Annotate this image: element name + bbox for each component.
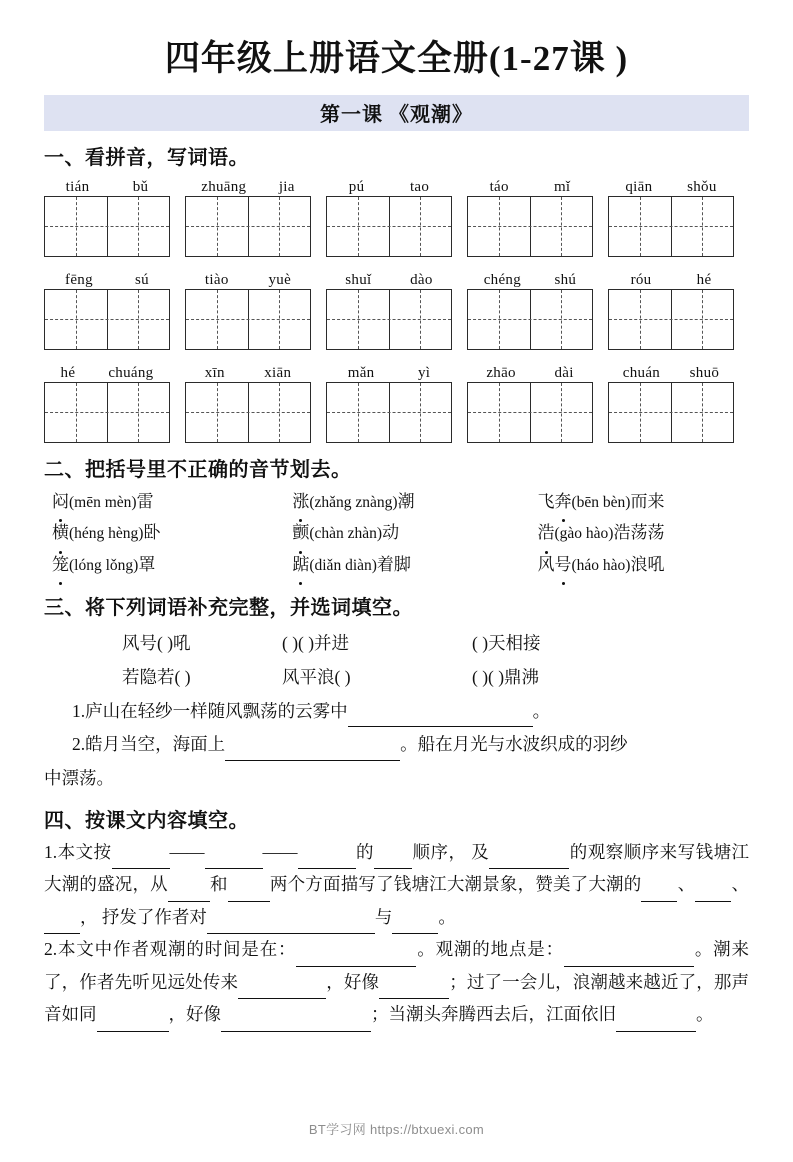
tianzige-cell[interactable] (45, 290, 107, 349)
idiom-blank[interactable]: 风平浪( ) (282, 666, 351, 687)
tianzige-box[interactable] (185, 196, 311, 257)
answer-blank[interactable] (225, 729, 400, 761)
pinyin-pair: pú tao (348, 178, 430, 195)
tianzige-box[interactable] (326, 196, 452, 257)
tianzige-box-row (44, 196, 749, 257)
q2-text: 2.本文中作者观潮的时间是在： (44, 939, 297, 960)
answer-blank[interactable] (641, 869, 677, 902)
answer-blank[interactable] (489, 837, 569, 870)
section-4-question-2 (44, 934, 749, 1032)
tianzige-cell[interactable] (327, 197, 389, 256)
pinyin-options[interactable]: (mēn mèn) (69, 493, 137, 511)
pinyin-strikeout-item[interactable]: 飞奔(bēn bèn)而来 (538, 486, 750, 518)
pinyin-pair: tiào yuè (204, 271, 292, 288)
tianzige-cell[interactable] (530, 197, 593, 256)
marked-char: 笼 (52, 549, 69, 580)
tianzige-cell[interactable] (389, 383, 452, 442)
marked-char: 颤 (292, 517, 309, 548)
tianzige-cell[interactable] (671, 290, 734, 349)
pinyin-options[interactable]: (chàn zhàn) (309, 525, 383, 543)
tianzige-box[interactable] (467, 196, 593, 257)
pinyin-strikeout-item[interactable]: 风号(háo hào)浪吼 (538, 549, 750, 581)
pinyin-options[interactable]: (zhǎng znàng) (309, 493, 398, 511)
q2-text: ；当潮头奔腾西去后，江面依旧 (371, 1004, 616, 1025)
site-brand: BT学习网 (308, 1122, 367, 1137)
q1-text: 与 (374, 906, 393, 927)
tianzige-cell[interactable] (327, 383, 389, 442)
lesson-title-band (44, 95, 749, 131)
answer-blank[interactable] (379, 967, 449, 1000)
q1-dash: —— (262, 841, 298, 862)
pinyin-options[interactable]: (diǎn diàn) (309, 556, 377, 574)
pinyin-strikeout-item[interactable]: 笼(lóng lǒng)罩 (52, 549, 292, 581)
q1-text: 顺序， (412, 841, 467, 862)
page-title: 四年级上册语文全册(1-27课 ) (164, 39, 629, 78)
pinyin-pair: shuǐ dào (345, 271, 433, 288)
answer-blank[interactable] (348, 696, 533, 728)
tianzige-cell[interactable] (107, 290, 170, 349)
answer-blank[interactable] (97, 999, 169, 1032)
answer-blank[interactable] (238, 967, 326, 1000)
tianzige-cell[interactable] (468, 197, 530, 256)
tianzige-cell[interactable] (468, 383, 530, 442)
idiom-row (44, 626, 749, 660)
fill-sentence-2 (44, 729, 749, 761)
section-4-heading: 四、按课文内容填空。 (44, 809, 249, 832)
q1-text: 。 (438, 906, 456, 927)
answer-blank[interactable] (228, 869, 270, 902)
answer-blank[interactable] (44, 902, 80, 935)
answer-blank[interactable] (205, 837, 263, 870)
tianzige-cell[interactable] (389, 290, 452, 349)
tianzige-cell[interactable] (530, 290, 593, 349)
idiom-blank[interactable]: 风号( )吼 (122, 632, 191, 653)
answer-blank[interactable] (296, 934, 416, 967)
tianzige-cell[interactable] (45, 383, 107, 442)
sentence-punct: 。 (532, 700, 551, 721)
tianzige-box[interactable] (608, 289, 734, 350)
answer-blank[interactable] (616, 999, 696, 1032)
q1-text: 的观察顺序来写钱塘江大潮的盛况，从 (44, 841, 750, 895)
section-4-question-1 (44, 837, 749, 935)
tianzige-box[interactable] (326, 289, 452, 350)
tianzige-box-row (44, 289, 749, 350)
q1-text: 两个方面描写了钱塘江大潮景象，赞美了大潮的 (269, 874, 642, 895)
q1-text: 和 (209, 874, 228, 895)
tianzige-cell[interactable] (248, 290, 311, 349)
tianzige-cell[interactable] (671, 383, 734, 442)
tianzige-box[interactable] (608, 382, 734, 443)
idiom-blank[interactable]: ( )( )鼎沸 (472, 666, 540, 687)
fill-sentence-1 (44, 696, 749, 728)
worksheet-page (0, 40, 793, 1162)
marked-char: 踮 (292, 549, 309, 580)
q2-text: ，好像 (168, 1004, 221, 1025)
tianzige-cell[interactable] (609, 383, 671, 442)
tianzige-cell[interactable] (609, 197, 671, 256)
answer-blank[interactable] (112, 837, 170, 870)
q1-text: 、 (677, 874, 696, 895)
tianzige-cell[interactable] (671, 197, 734, 256)
tianzige-cell[interactable] (45, 197, 107, 256)
tianzige-box[interactable] (326, 382, 452, 443)
q2-text: ；过了一会儿，浪潮越来越近了，那声音如同 (44, 971, 750, 1025)
lesson-title: 第一课 《观潮》 (320, 104, 473, 126)
answer-blank[interactable] (207, 902, 375, 935)
marked-char: 横 (52, 517, 69, 548)
pinyin-strikeout-table (52, 486, 749, 581)
tianzige-cell[interactable] (248, 383, 311, 442)
q2-text: 。 (696, 1004, 714, 1025)
tianzige-cell[interactable] (186, 383, 248, 442)
marked-char: 奔 (555, 486, 572, 517)
section-1-heading: 一、看拼音，写词语。 (44, 146, 249, 169)
pinyin-pair: mǎn yì (347, 364, 431, 381)
tianzige-row (44, 360, 749, 443)
sentence-text: 1.庐山在轻纱一样随风飘荡的云雾中 (72, 700, 348, 721)
site-url: https://btxuexi.com (369, 1122, 485, 1137)
answer-blank[interactable] (695, 869, 731, 902)
tianzige-box[interactable] (467, 382, 593, 443)
q1-text: 1.本文按 (44, 841, 112, 862)
answer-blank[interactable] (392, 902, 438, 935)
answer-blank[interactable] (564, 934, 694, 967)
idiom-row (44, 660, 749, 694)
pinyin-pair: chéng shú (483, 271, 577, 288)
tianzige-cell[interactable] (248, 197, 311, 256)
q1-text: 、 (731, 874, 750, 895)
pinyin-pair: zhuāng jia (201, 178, 295, 195)
q2-text: 。潮来了，作者先听见远处传来 (44, 939, 750, 992)
q1-text: 的 (355, 841, 375, 862)
pinyin-label-row (44, 360, 749, 382)
idiom-blank[interactable]: ( )天相接 (472, 632, 541, 653)
answer-blank[interactable] (221, 999, 371, 1032)
q1-text: 抒发了作者对 (101, 906, 207, 927)
tianzige-box[interactable] (185, 289, 311, 350)
pinyin-pair: tián bǔ (65, 178, 149, 195)
pinyin-pair: chuán shuō (622, 364, 720, 381)
marked-char: 浩 (538, 517, 555, 548)
tianzige-cell[interactable] (186, 197, 248, 256)
pinyin-pair: róu hé (630, 271, 712, 288)
pinyin-strikeout-item[interactable]: 踮(diǎn diàn)着脚 (292, 549, 537, 581)
q2-text: 。观潮的地点是： (416, 939, 564, 960)
tianzige-box[interactable] (185, 382, 311, 443)
tianzige-cell[interactable] (609, 290, 671, 349)
idiom-blank[interactable]: ( )( )并进 (282, 632, 350, 653)
tianzige-row (44, 267, 749, 350)
answer-blank[interactable] (374, 837, 412, 870)
section-3-heading: 三、将下列词语补充完整，并选词填空。 (44, 596, 413, 619)
marked-char: 号 (555, 549, 572, 580)
pinyin-pair: zhāo dài (486, 364, 574, 381)
pinyin-pair: hé chuáng (60, 364, 154, 381)
tianzige-row (44, 174, 749, 257)
sentence-text-mid: 。船在月光与水波织成的羽纱 (400, 734, 628, 755)
pinyin-pair: táo mǐ (489, 178, 571, 195)
pinyin-options[interactable]: (bēn bèn) (571, 493, 631, 511)
pinyin-strikeout-item[interactable]: 颤(chàn zhàn)动 (292, 517, 537, 549)
tianzige-cell[interactable] (468, 290, 530, 349)
pinyin-writing-grid (44, 174, 749, 443)
answer-blank[interactable] (168, 869, 210, 902)
tianzige-cell[interactable] (107, 383, 170, 442)
pinyin-options[interactable]: (gào hào) (554, 525, 614, 543)
pinyin-label-row (44, 267, 749, 289)
pinyin-strikeout-item[interactable]: 闷(mēn mèn)雷 (52, 486, 292, 518)
pinyin-options[interactable]: (lóng lǒng) (69, 556, 139, 574)
tianzige-cell[interactable] (186, 290, 248, 349)
tianzige-box[interactable] (44, 289, 170, 350)
marked-char: 闷 (52, 486, 69, 517)
pinyin-pair: qiān shǒu (625, 178, 717, 195)
tianzige-cell[interactable] (107, 197, 170, 256)
answer-blank[interactable] (298, 837, 356, 870)
tianzige-cell[interactable] (389, 197, 452, 256)
tianzige-cell[interactable] (530, 383, 593, 442)
pinyin-strikeout-item[interactable]: 横(héng hèng)卧 (52, 517, 292, 549)
pinyin-strikeout-item[interactable]: 浩(gào hào)浩荡荡 (538, 517, 750, 549)
pinyin-strikeout-row (52, 549, 749, 581)
pinyin-strikeout-item[interactable]: 涨(zhǎng znàng)潮 (292, 486, 537, 518)
tianzige-box-row (44, 382, 749, 443)
marked-char: 涨 (292, 486, 309, 517)
tianzige-box[interactable] (608, 196, 734, 257)
pinyin-pair: xīn xiān (204, 364, 292, 381)
sentence-text: 2.皓月当空，海面上 (72, 734, 226, 755)
pinyin-label-row (44, 174, 749, 196)
fill-sentence-2-cont: 中漂荡。 (44, 768, 114, 789)
pinyin-pair: fēng sú (65, 271, 149, 288)
idiom-blank[interactable]: 若隐若( ) (122, 666, 191, 687)
tianzige-box[interactable] (467, 289, 593, 350)
q2-text: ，好像 (326, 971, 380, 992)
tianzige-box[interactable] (44, 382, 170, 443)
pinyin-options[interactable]: (héng hèng) (69, 525, 144, 543)
q1-text: ， (80, 906, 98, 927)
q1-text: 及 (471, 841, 490, 862)
q1-dash: —— (169, 841, 205, 862)
pinyin-strikeout-row (52, 486, 749, 518)
tianzige-cell[interactable] (327, 290, 389, 349)
section-2-heading: 二、把括号里不正确的音节划去。 (44, 458, 352, 481)
pinyin-options[interactable]: (háo hào) (571, 556, 631, 574)
pinyin-strikeout-row (52, 517, 749, 549)
tianzige-box[interactable] (44, 196, 170, 257)
idiom-completion-block (44, 626, 749, 694)
